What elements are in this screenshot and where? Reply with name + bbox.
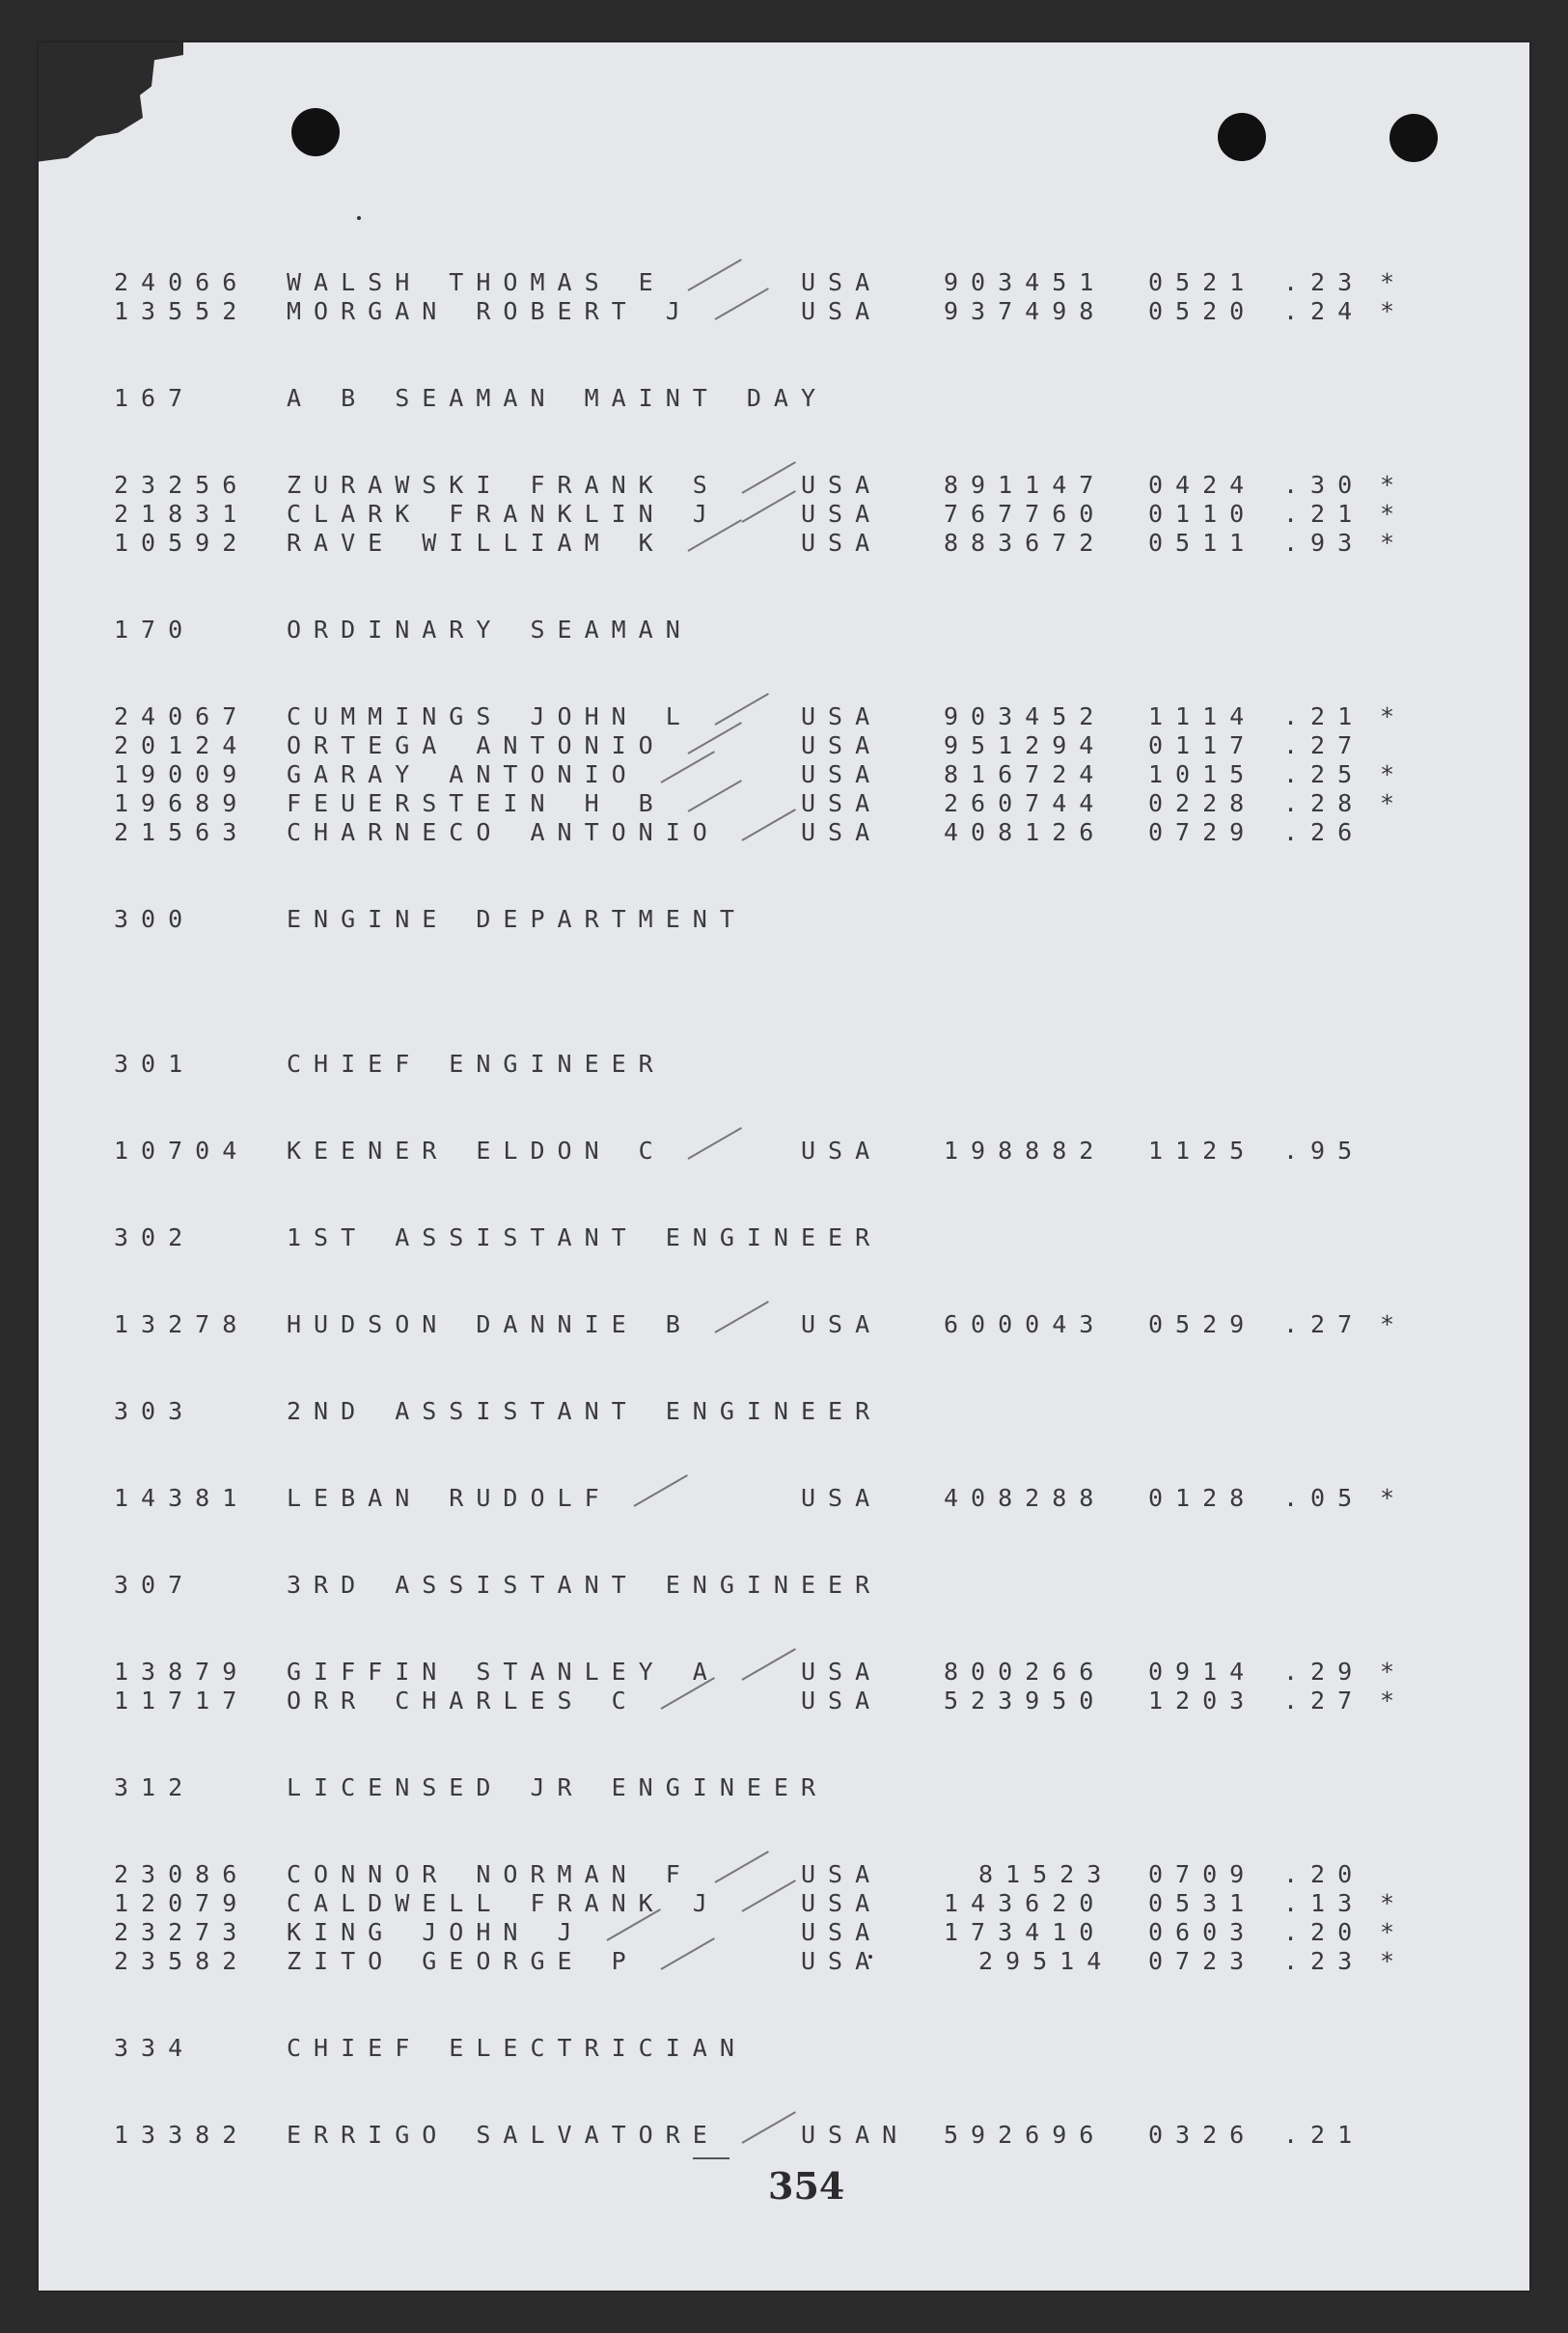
rate-value: .25	[1283, 760, 1365, 788]
section-title: 2ND ASSISTANT ENGINEER	[287, 1397, 883, 1425]
date-code: 1114	[1148, 702, 1257, 730]
section-title: ENGINE DEPARTMENT	[287, 905, 747, 933]
document-number: 903452	[944, 702, 1107, 730]
rate-value: .20	[1283, 1860, 1365, 1888]
rate-value: .23	[1283, 1947, 1365, 1975]
document-number: 883672	[944, 529, 1107, 557]
date-code: 0529	[1148, 1310, 1257, 1338]
crew-id: 19009	[114, 760, 250, 788]
document-number: 81523	[978, 1860, 1114, 1888]
crew-id: 13278	[114, 1310, 250, 1338]
crew-id: 24067	[114, 702, 250, 730]
crew-id: 10592	[114, 529, 250, 557]
table-row	[0, 818, 1568, 847]
date-code: 0110	[1148, 500, 1257, 528]
rate-value: .93	[1283, 529, 1365, 557]
crew-id: 10704	[114, 1137, 250, 1165]
table-row	[0, 1658, 1568, 1687]
crew-name: WALSH THOMAS E	[287, 268, 666, 296]
rate-value: .23	[1283, 268, 1365, 296]
section-code: 302	[114, 1223, 196, 1251]
section-heading	[0, 905, 1568, 934]
document-number: 600043	[944, 1310, 1107, 1338]
crew-id: 24066	[114, 268, 250, 296]
section-title: CHIEF ELECTRICIAN	[287, 2034, 747, 2062]
citizenship: USA	[801, 789, 883, 817]
date-code: 0228	[1148, 789, 1257, 817]
crew-name: CONNOR NORMAN F	[287, 1860, 693, 1888]
document-number: 29514	[978, 1947, 1114, 1975]
section-heading	[0, 1050, 1568, 1079]
citizenship: USAN	[801, 2121, 910, 2149]
section-heading	[0, 2034, 1568, 2063]
crew-id: 20124	[114, 731, 250, 759]
crew-name: GARAY ANTONIO	[287, 760, 639, 788]
section-code: 167	[114, 384, 196, 412]
rate-value: .21	[1283, 2121, 1365, 2149]
table-row	[0, 1484, 1568, 1513]
document-number: 260744	[944, 789, 1107, 817]
section-code: 312	[114, 1773, 196, 1801]
citizenship: USA	[801, 1918, 883, 1946]
section-code: 307	[114, 1571, 196, 1599]
document-number: 408288	[944, 1484, 1107, 1512]
date-code: 0709	[1148, 1860, 1257, 1888]
date-code: 0521	[1148, 268, 1257, 296]
asterisk-mark: *	[1380, 1310, 1408, 1338]
citizenship: USA	[801, 731, 883, 759]
table-row	[0, 760, 1568, 789]
section-heading	[0, 1223, 1568, 1252]
crew-id: 21563	[114, 818, 250, 846]
rate-value: .27	[1283, 1310, 1365, 1338]
asterisk-mark: *	[1380, 268, 1408, 296]
rate-value: .20	[1283, 1918, 1365, 1946]
section-heading	[0, 616, 1568, 645]
citizenship: USA	[801, 1889, 883, 1917]
section-title: LICENSED JR ENGINEER	[287, 1773, 829, 1801]
crew-id: 14381	[114, 1484, 250, 1512]
rate-value: .21	[1283, 500, 1365, 528]
crew-name: KEENER ELDON C	[287, 1137, 666, 1165]
section-title: CHIEF ENGINEER	[287, 1050, 666, 1078]
date-code: 0424	[1148, 471, 1257, 499]
citizenship: USA	[801, 471, 883, 499]
crew-name: ORR CHARLES C	[287, 1687, 639, 1715]
page-number-dash	[693, 2157, 729, 2159]
rate-value: .21	[1283, 702, 1365, 730]
table-row	[0, 297, 1568, 326]
asterisk-mark: *	[1380, 500, 1408, 528]
section-code: 300	[114, 905, 196, 933]
crew-name: LEBAN RUDOLF	[287, 1484, 612, 1512]
rate-value: .29	[1283, 1658, 1365, 1686]
crew-id: 23273	[114, 1918, 250, 1946]
rate-value: .30	[1283, 471, 1365, 499]
crew-id: 23086	[114, 1860, 250, 1888]
section-code: 301	[114, 1050, 196, 1078]
citizenship: USA	[801, 1658, 883, 1686]
crew-id: 21831	[114, 500, 250, 528]
asterisk-mark: *	[1380, 1947, 1408, 1975]
date-code: 0520	[1148, 297, 1257, 325]
crew-name: CUMMINGS JOHN L	[287, 702, 693, 730]
paper-speck	[357, 216, 361, 220]
asterisk-mark: *	[1380, 1687, 1408, 1715]
crew-name: GIFFIN STANLEY A	[287, 1658, 720, 1686]
asterisk-mark: *	[1380, 471, 1408, 499]
citizenship: USA	[801, 268, 883, 296]
asterisk-mark: *	[1380, 1658, 1408, 1686]
table-row	[0, 1918, 1568, 1947]
table-row	[0, 1137, 1568, 1166]
punch-hole-right	[1389, 114, 1438, 162]
table-row	[0, 702, 1568, 731]
citizenship: USA	[801, 1947, 883, 1975]
date-code: 0511	[1148, 529, 1257, 557]
section-heading	[0, 1773, 1568, 1802]
date-code: 0128	[1148, 1484, 1257, 1512]
document-number: 951294	[944, 731, 1107, 759]
punch-hole-middle	[1218, 113, 1266, 161]
table-row	[0, 529, 1568, 558]
rate-value: .27	[1283, 1687, 1365, 1715]
crew-id: 13382	[114, 2121, 250, 2149]
rate-value: .05	[1283, 1484, 1365, 1512]
document-number: 143620	[944, 1889, 1107, 1917]
section-heading	[0, 1397, 1568, 1426]
citizenship: USA	[801, 702, 883, 730]
table-row	[0, 1889, 1568, 1918]
document-number: 816724	[944, 760, 1107, 788]
asterisk-mark: *	[1380, 760, 1408, 788]
citizenship: USA	[801, 760, 883, 788]
table-row	[0, 500, 1568, 529]
crew-name: MORGAN ROBERT J	[287, 297, 693, 325]
document-number: 937498	[944, 297, 1107, 325]
crew-name: ERRIGO SALVATORE	[287, 2121, 720, 2149]
rate-value: .24	[1283, 297, 1365, 325]
table-row	[0, 2121, 1568, 2150]
date-code: 0603	[1148, 1918, 1257, 1946]
section-code: 303	[114, 1397, 196, 1425]
date-code: 1015	[1148, 760, 1257, 788]
crew-name: FEUERSTEIN H B	[287, 789, 666, 817]
crew-name: ZURAWSKI FRANK S	[287, 471, 720, 499]
rate-value: .26	[1283, 818, 1365, 846]
crew-id: 23582	[114, 1947, 250, 1975]
section-heading	[0, 384, 1568, 413]
citizenship: USA	[801, 1484, 883, 1512]
section-title: A B SEAMAN MAINT DAY	[287, 384, 829, 412]
document-number: 523950	[944, 1687, 1107, 1715]
document-number: 173410	[944, 1918, 1107, 1946]
document-number: 592696	[944, 2121, 1107, 2149]
date-code: 1125	[1148, 1137, 1257, 1165]
document-number: 903451	[944, 268, 1107, 296]
date-code: 0117	[1148, 731, 1257, 759]
table-row	[0, 1310, 1568, 1339]
citizenship: USA	[801, 1310, 883, 1338]
date-code: 1203	[1148, 1687, 1257, 1715]
section-code: 170	[114, 616, 196, 644]
section-title: ORDINARY SEAMAN	[287, 616, 693, 644]
rate-value: .95	[1283, 1137, 1365, 1165]
rate-value: .28	[1283, 789, 1365, 817]
rate-value: .27	[1283, 731, 1365, 759]
punch-hole-left	[291, 108, 340, 156]
citizenship: USA	[801, 500, 883, 528]
rate-value: .13	[1283, 1889, 1365, 1917]
document-number: 408126	[944, 818, 1107, 846]
crew-name: CALDWELL FRANK J	[287, 1889, 720, 1917]
crew-id: 13552	[114, 297, 250, 325]
section-heading	[0, 1571, 1568, 1600]
section-title: 3RD ASSISTANT ENGINEER	[287, 1571, 883, 1599]
section-title: 1ST ASSISTANT ENGINEER	[287, 1223, 883, 1251]
crew-name: CLARK FRANKLIN J	[287, 500, 720, 528]
crew-id: 11717	[114, 1687, 250, 1715]
crew-name: CHARNECO ANTONIO	[287, 818, 720, 846]
crew-id: 13879	[114, 1658, 250, 1686]
section-code: 334	[114, 2034, 196, 2062]
citizenship: USA	[801, 529, 883, 557]
citizenship: USA	[801, 297, 883, 325]
crew-id: 23256	[114, 471, 250, 499]
table-row	[0, 1687, 1568, 1715]
date-code: 0531	[1148, 1889, 1257, 1917]
table-row	[0, 1947, 1568, 1976]
crew-name: HUDSON DANNIE B	[287, 1310, 693, 1338]
date-code: 0723	[1148, 1947, 1257, 1975]
page-number: 354	[768, 2164, 845, 2208]
crew-name: RAVE WILLIAM K	[287, 529, 666, 557]
crew-id: 12079	[114, 1889, 250, 1917]
table-row	[0, 731, 1568, 760]
document-number: 800266	[944, 1658, 1107, 1686]
date-code: 0729	[1148, 818, 1257, 846]
asterisk-mark: *	[1380, 1889, 1408, 1917]
asterisk-mark: *	[1380, 1484, 1408, 1512]
document-number: 767760	[944, 500, 1107, 528]
citizenship: USA	[801, 1687, 883, 1715]
asterisk-mark: *	[1380, 789, 1408, 817]
asterisk-mark: *	[1380, 1918, 1408, 1946]
table-row	[0, 268, 1568, 297]
document-number: 198882	[944, 1137, 1107, 1165]
crew-id: 19689	[114, 789, 250, 817]
crew-name: ZITO GEORGE P	[287, 1947, 639, 1975]
document-number: 891147	[944, 471, 1107, 499]
citizenship: USA	[801, 818, 883, 846]
date-code: 0326	[1148, 2121, 1257, 2149]
crew-name: KING JOHN J	[287, 1918, 585, 1946]
date-code: 0914	[1148, 1658, 1257, 1686]
asterisk-mark: *	[1380, 702, 1408, 730]
asterisk-mark: *	[1380, 529, 1408, 557]
citizenship: USA	[801, 1860, 883, 1888]
citizenship: USA	[801, 1137, 883, 1165]
crew-name: ORTEGA ANTONIO	[287, 731, 666, 759]
asterisk-mark: *	[1380, 297, 1408, 325]
